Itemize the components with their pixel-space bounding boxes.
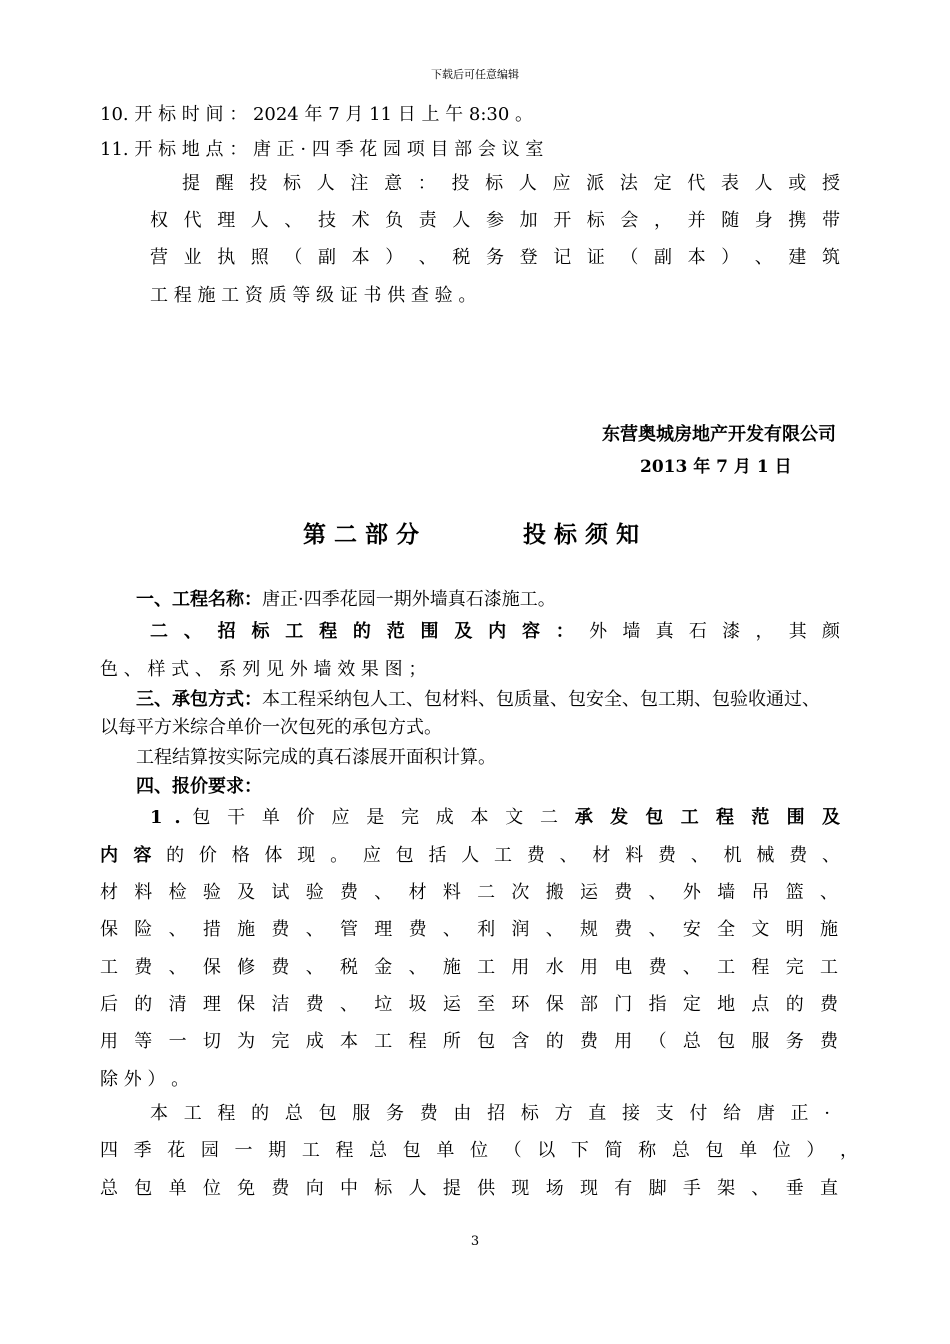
heading-part: 第二部分	[302, 521, 427, 548]
pricing-para-2-line-2: 四 季 花 园 一 期 工 程 总 包 单 位 （ 以 下 简 称 总 包 单 位 ） ，	[100, 1140, 858, 1161]
reminder-line-3: 营 业 执 照 （ 副 本 ） 、 税 务 登 记 证 （ 副 本 ） 、 建 筑	[150, 247, 840, 268]
section-3-contract-mode	[136, 688, 820, 712]
section-2-text: 外 墙 真 石 漆 ， 其 颜	[578, 621, 840, 642]
pricing-para-2-line-3: 总 包 单 位 免 费 向 中 标 人 提 供 现 场 现 有 脚 手 架 、 垂 直	[100, 1178, 838, 1199]
reminder-line-2: 权 代 理 人 、 技 术 负 责 人 参 加 开 标 会 ， 并 随 身 携 带	[150, 210, 840, 231]
pricing-para-1-line-4: 保 险 、 措 施 费 、 管 理 费 、 利 润 、 规 费 、 安 全 文 明 施	[100, 919, 838, 940]
pricing-line-1-text: 包 干 单 价 应 是 完 成 本 文 二	[192, 807, 575, 828]
heading-title: 投标须知	[523, 521, 648, 548]
section-2-label: 二 、 招 标 工 程 的 范 围 及 内 容 ：	[150, 621, 579, 642]
pricing-para-1-line-5: 工 费 、 保 修 费 、 税 金 、 施 工 用 水 用 电 费 、 工 程 完 工	[100, 957, 838, 978]
reminder-line-4: 工 程 施 工 资 质 等 级 证 书 供 查 验 。	[150, 285, 477, 306]
pricing-para-1-line-2	[100, 844, 840, 868]
pricing-line-2-text: 的 价 格 体 现 。 应 包 括 人 工 费 、 材 料 费 、 机 械 费 、	[155, 845, 840, 866]
pricing-item-number: 1 .	[150, 807, 193, 828]
section-2-scope	[150, 620, 840, 644]
section-3-continued: 以每平方米综合单价一次包死的承包方式。	[100, 717, 442, 738]
section-1-text: 唐正·四季花园一期外墙真石漆施工。	[262, 589, 556, 610]
pricing-line-2-bold: 内 容	[100, 845, 156, 866]
pricing-para-1-line-7: 用 等 一 切 为 完 成 本 工 程 所 包 含 的 费 用 （ 总 包 服 务 费	[100, 1031, 838, 1052]
item-10-opening-time: 10. 开 标 时 间 ： 2024 年 7 月 11 日 上 午 8:30 。	[100, 104, 534, 125]
pricing-para-1-line-1	[150, 806, 840, 830]
page-header: 下载后可任意编辑	[431, 68, 519, 81]
section-3-text: 本工程采纳包人工、包材料、包质量、包安全、包工期、包验收通过、	[262, 689, 820, 710]
section-1-label: 一、工程名称：	[136, 589, 262, 610]
page-number: 3	[470, 1234, 480, 1249]
section-3-settlement-note: 工程结算按实际完成的真石漆展开面积计算。	[136, 747, 496, 768]
signature-date: 2013 年 7 月 1 日	[640, 457, 792, 477]
pricing-para-1-line-8: 除 外 ） 。	[100, 1069, 190, 1090]
pricing-line-1-bold: 承 发 包 工 程 范 围 及	[574, 807, 840, 828]
pricing-para-2-line-1: 本 工 程 的 总 包 服 务 费 由 招 标 方 直 接 支 付 给 唐 正 ·	[150, 1103, 830, 1124]
section-2-continued: 色 、 样 式 、 系 列 见 外 墙 效 果 图 ；	[100, 659, 427, 680]
section-1-project-name	[136, 588, 556, 612]
item-11-opening-location: 11. 开 标 地 点 ： 唐 正 · 四 季 花 园 项 目 部 会 议 室	[100, 139, 544, 160]
pricing-para-1-line-3: 材 料 检 验 及 试 验 费 、 材 料 二 次 搬 运 费 、 外 墙 吊 篮 、	[100, 882, 838, 903]
company-name: 东营奥城房地产开发有限公司	[602, 424, 836, 445]
pricing-para-1-line-6: 后 的 清 理 保 洁 费 、 垃 圾 运 至 环 保 部 门 指 定 地 点 的 费	[100, 994, 838, 1015]
section-3-label: 三、承包方式：	[136, 689, 262, 710]
reminder-line-1: 提 醒 投 标 人 注 意 ： 投 标 人 应 派 法 定 代 表 人 或 授	[182, 173, 840, 194]
section-heading	[0, 516, 950, 549]
section-4-label: 四、报价要求：	[136, 776, 262, 797]
